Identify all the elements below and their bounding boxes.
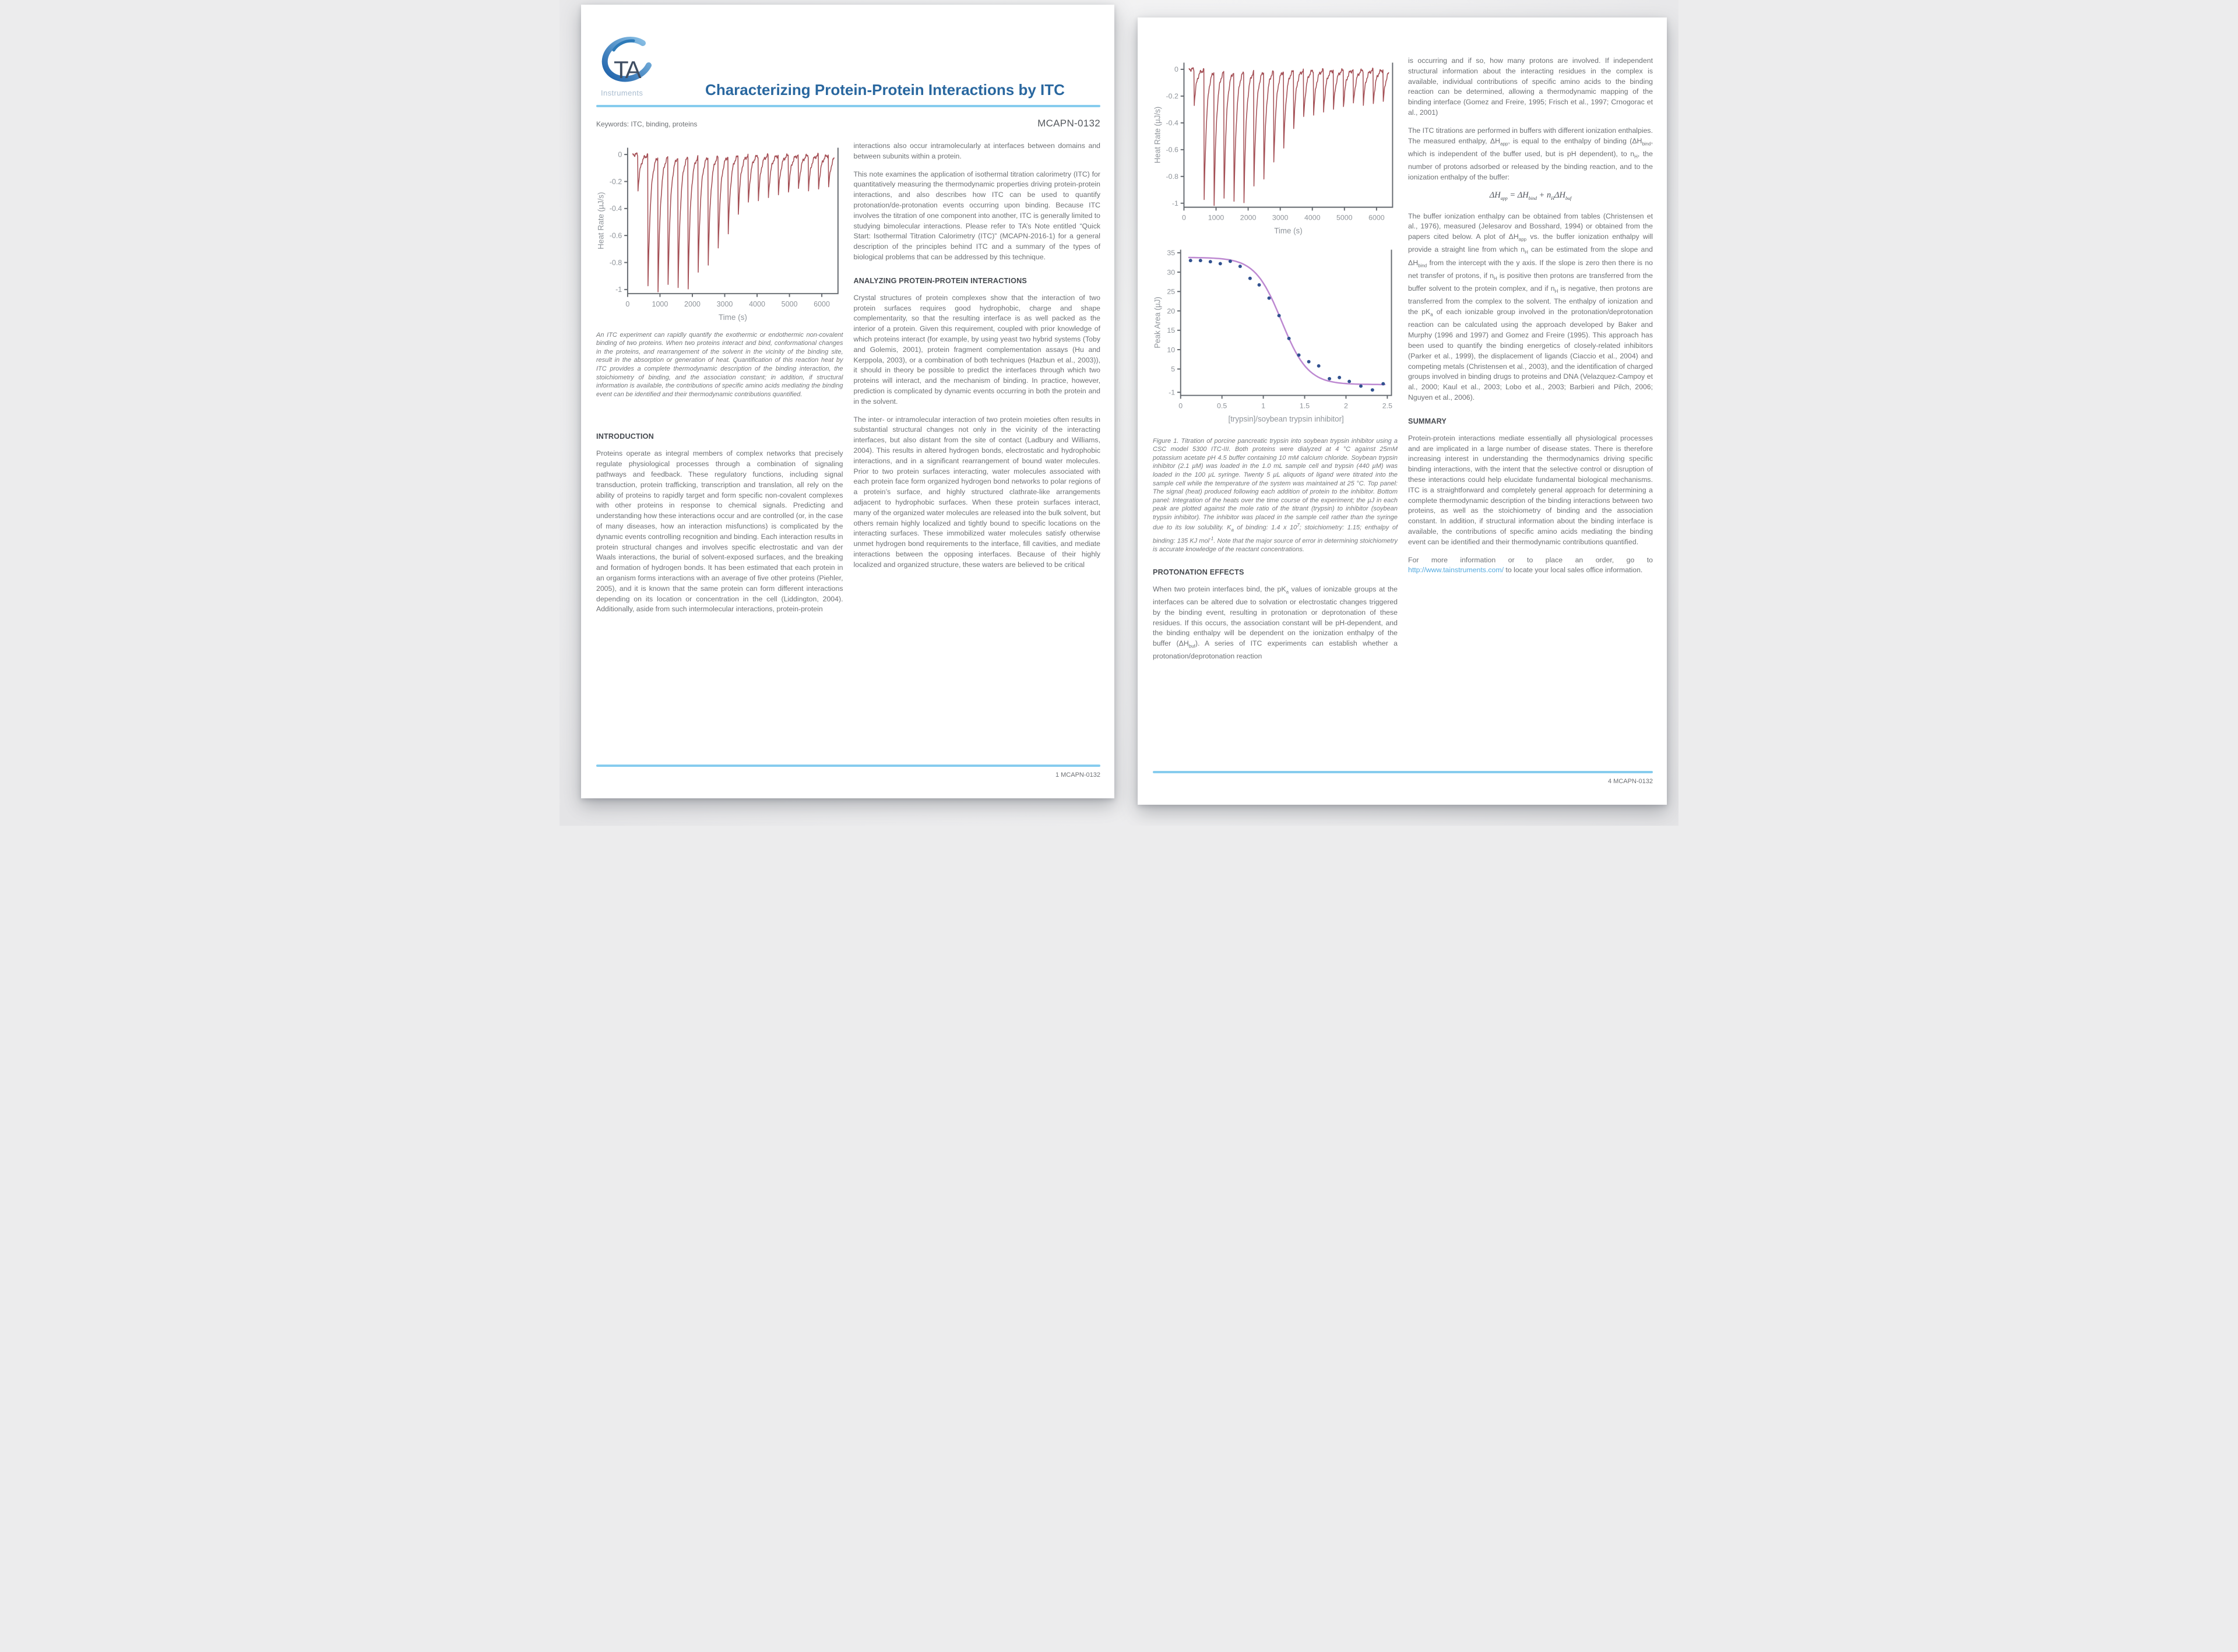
protonation-paragraph: When two protein interfaces bind, the $pK_a$ values of ionizable groups at the interfaces can be altered due to solvation or electrostatic changes triggered by the binding event, resulting in protonation or deprotonation of these residues. If this occurs, the association constant will be pH-dependent, and the binding enthalpy will be dependent on the ionization enthalpy of the buffer $(\Delta H_{buf})$. A series of ITC experiments can establish whether a protonation/deprotonation reaction <box>1153 584 1398 661</box>
page-1 <box>581 5 1114 798</box>
svg-text:0: 0 <box>1182 213 1186 222</box>
abstract-text: An ITC experiment can rapidly quantify the exothermic or endothermic non-covalent binding of two proteins. When two proteins interact and bind, conformational changes in the proteins, and rearrangement of the solvent in the vicinity of the binding site, result in the absorption or generation of heat. Quantification of this reaction heat by ITC provides a complete thermodynamic description of the binding interaction, the stoichiometry of binding, and the association constant; in addition, if structural information is available, the contributions of specific amino acids mediating the binding event can be identified and their thermodynamic contributions quantified. <box>596 331 843 398</box>
svg-text:-0.8: -0.8 <box>609 258 622 267</box>
svg-text:0: 0 <box>618 150 622 159</box>
svg-text:[trypsin]/soybean trypsin inhi: [trypsin]/soybean trypsin inhibitor] <box>1228 414 1344 424</box>
more-info-before: For more information or to place an order, go to <box>1408 555 1653 564</box>
header-rule <box>596 105 1100 107</box>
svg-text:3000: 3000 <box>716 300 733 308</box>
page1-number: 1 MCAPN-0132 <box>1055 772 1100 779</box>
page1-footer <box>596 765 1100 779</box>
page4-number: 4 MCAPN-0132 <box>1607 778 1653 785</box>
binding-isotherm-chart <box>1153 243 1398 432</box>
summary-paragraph: Protein-protein interactions mediate essentially all physiological processes and are implicated in a large number of disease states. There is therefore increasing interest in understanding the thermodynamics driving specific binding interactions, with the intent that the selective control or disruption of these interactions could help elucidate fundamental biological mechanisms. ITC is a straightforward and completely general approach for determining a complete thermodynamic description of the binding interactions between two proteins, as well as the stoichiometry of binding and the association constant. In addition, if structural information about the binding interface is available, the contributions of specific amino acids mediating the binding event can be identified and their thermodynamic contributions quantified. <box>1408 434 1653 546</box>
svg-text:3000: 3000 <box>1272 213 1289 222</box>
enthalpy-equation: $\Delta H_{app} = \Delta H_{bind} + n_H\Delta H_{buf}$ <box>1489 190 1572 201</box>
paragraph: This note examines the application of isothermal titration calorimetry (ITC) for quantitatively measuring the thermodynamic properties driving protein-protein interactions, and also describes how ITC can be used to quantify protonation/de-protonation events occurring upon binding. Because ITC involves the titration of one component into another, ITC is generally limited to studying bimolecular interactions. Please refer to TA’s Note entitled “Quick Start: Isothermal Titration Calorimetry (ITC)” (MCAPN-2016-1) for a general description of the principles behind ITC and a summary of the types of biological problems that can be addressed by this technique. <box>853 170 1100 261</box>
svg-text:1: 1 <box>1261 401 1266 410</box>
keywords-row <box>596 118 1100 129</box>
itc-thermogram-chart <box>596 141 843 326</box>
page4-footer-rule <box>1153 771 1653 773</box>
paragraph: The ITC titrations are performed in buffers with different ionization enthalpies. The measured enthalpy, $\Delta H_{app}$, is equal to the enthalpy of binding ($\Delta H_{bind}$, which is independent of the buffer used, but is pH dependent), to $n_H$, the number of protons adsorbed or released by the binding reaction, and to the ionization enthalpy of the buffer: <box>1408 126 1653 181</box>
page-title: Characterizing Protein-Protein Interactions by ITC <box>705 81 1065 98</box>
paragraph: is occurring and if so, how many protons are involved. If independent structural information about the interacting residues in the complex is available, individual contributions of specific amino acids to the binding reaction can be determined, allowing a thermodynamic mapping of the binding interface (Gomez and Freire, 1995; Frisch et al., 1997; Crnogorac et al., 2001) <box>1408 57 1653 117</box>
svg-text:-0.6: -0.6 <box>609 231 622 240</box>
document-stage <box>560 0 1678 826</box>
analyzing-heading: ANALYZING PROTEIN-PROTEIN INTERACTIONS <box>853 276 1027 285</box>
svg-text:Time (s): Time (s) <box>1274 226 1303 235</box>
svg-text:Heat Rate (µJ/s): Heat Rate (µJ/s) <box>1153 106 1162 164</box>
svg-text:2000: 2000 <box>684 300 701 308</box>
svg-text:6000: 6000 <box>814 300 830 308</box>
svg-text:2: 2 <box>1344 401 1348 410</box>
introduction-heading: INTRODUCTION <box>596 432 654 441</box>
logo-instruments-text: Instruments <box>601 89 643 97</box>
svg-text:-0.2: -0.2 <box>1166 92 1178 101</box>
more-info-paragraph <box>1408 555 1653 576</box>
itc-thermogram-chart <box>1153 56 1398 239</box>
tainstruments-link[interactable]: http://www.tainstruments.com/ <box>1408 566 1504 575</box>
paragraph: interactions also occur intramolecularly at interfaces between domains and between subunits within a protein. <box>853 142 1100 160</box>
page1-right-column <box>854 141 1101 622</box>
summary-heading: SUMMARY <box>1408 417 1447 425</box>
page4-columns <box>1153 56 1653 670</box>
svg-text:-1: -1 <box>615 286 622 294</box>
paragraph: The buffer ionization enthalpy can be obtained from tables (Christensen et al., 1976), measured (Jelesarov and Bosshard, 1994) or obtained from the papers cited below. A plot of $\Delta H_{app}$ vs. the buffer ionization enthalpy will provide a straight line from which $n_H$ can be estimated from the slope and $\Delta H_{bind}$ from the intercept with the y axis. If the slope is zero then there is no net transfer of protons, if $n_H$ is positive then protons are transferred from the buffer solvent to the protein complex, and if $n_H$ is negative, then protons are transferred from the complex to the solvent. The enthalpy of ionization and the $pK_a$ of each ionizable group involved in the protonation/deprotonation reaction can be calculated using the approach developed by Baker and Murphy (1996 and 1997) and Gomez and Freire (1995). This approach has been used to quantify the binding energetics of closely-related inhibitors (Parker et al., 1999), the displacement of ligands (Ciaccio et al., 2004) and competing metals (Christensen et al., 2003), and the identification of charged groups involved in binding drugs to proteins and DNA (Velazquez-Campoy et al., 2000; Kaul et al., 2003; Lobo et al., 2003; Barbieri and Pilch, 2006; Nguyen et al., 2006). <box>1408 212 1653 402</box>
more-info-after: to locate your local sales office information. <box>1504 566 1643 575</box>
svg-text:5000: 5000 <box>781 300 798 308</box>
page1-columns <box>596 141 1100 622</box>
keywords: Keywords: ITC, binding, proteins <box>596 120 698 128</box>
page-4 <box>1138 17 1667 805</box>
svg-text:1000: 1000 <box>1208 213 1224 222</box>
paragraph: The inter- or intramolecular interaction of two protein moieties often results in substantial structural changes not only in the vicinity of the interacting interfaces, but also distant from the site of contact (Ladbury and Williams, 2004). This results in altered hydrogen bonds, electrostatic and hydrophobic interactions, and in a significant rearrangement of bound water molecules. Prior to two protein surfaces interacting, water molecules associated with each protein face form organized hydrogen bond networks to polar regions of a protein’s surface, and highly structured clathrate-like arrangements adjacent to hydrophobic surfaces. When these protein surfaces interact, many of the organized water molecules are released into the bulk solvent, but others remain highly localized and tightly bound to specific locations on the interacting surfaces. These immobilized water molecules satisfy otherwise unmet hydrogen bond requirements to the interface, fill cavities, and mediate interactions between the opposing interfaces. Because of their highly localized and organized structure, these waters are believed to be critical <box>853 415 1100 569</box>
figure1-caption: Figure 1. Titration of porcine pancreatic trypsin into soybean trypsin inhibitor using a CSC model 5300 ITC-III. Both proteins were dialyzed at 4 °C against 25mM potassium acetate pH 4.5 buffer containing 10 mM calcium chloride. Soybean trypsin inhibitor (2.1 µM) was loaded in the 1.0 mL sample cell and trypsin (440 µM) was loaded in the 100 µL syringe. Twenty 5 µL aliquots of ligand were titrated into the sample cell while the temperature of the system was maintained at 25 °C. Top panel: The signal (heat) produced following each addition of protein to the inhibitor. Bottom panel: Integration of the heats over the time course of the experiment; the µJ in each peak are plotted against the mole ratio of the titrant (trypsin) to inhibitor (soybean trypsin inhibitor). The inhibitor was placed in the sample cell rather than the syringe due to its low solubility. $K_a$ of binding: 1.4 x $10^7$; stoichiometry: 1.15; enthalpy of binding: 135 KJ mol$^{-1}$. Note that the major source of error in determining stoichiometry is accurate knowledge of the reactant concentrations. <box>1153 437 1398 554</box>
logo-ta-text: TA <box>614 56 640 83</box>
svg-text:4000: 4000 <box>1304 213 1321 222</box>
svg-text:4000: 4000 <box>749 300 765 308</box>
page1-header <box>596 35 1100 105</box>
svg-text:1.5: 1.5 <box>1299 401 1310 410</box>
svg-text:0.5: 0.5 <box>1217 401 1227 410</box>
svg-text:2.5: 2.5 <box>1382 401 1393 410</box>
svg-text:5000: 5000 <box>1336 213 1353 222</box>
svg-text:0: 0 <box>625 300 630 308</box>
page1-footer-rule <box>596 765 1100 767</box>
svg-text:-0.8: -0.8 <box>1166 172 1178 181</box>
svg-text:-0.4: -0.4 <box>1166 119 1178 128</box>
svg-text:35: 35 <box>1167 249 1176 258</box>
svg-text:0: 0 <box>1178 401 1183 410</box>
svg-text:-0.4: -0.4 <box>609 205 622 213</box>
introduction-paragraph: Proteins operate as integral members of complex networks that precisely regulate physiological processes through a combination of signaling pathways and feedback. These regulatory functions, including signal transduction, protein trafficking, transcription and translation, all rely on the ability of proteins to rapidly target and form specific non-covalent complexes with other proteins in response to chemical signals. Predicting and understanding how these interactions occur and are controlled (or, in the case of many diseases, how an interaction misfunctions) is complicated by the dynamic events controlling recognition and binding. Each interaction results in protein structural changes and involves specific electrostatic and van der Waals interactions, the burial of solvent-exposed surfaces, and the breaking and formation of hydrogen bonds. It has been estimated that each protein in an organism forms interactions with an average of five other proteins (Piehler, 2005), and it is known that the same protein can form different interactions depending on its location or concentration in the cell (Liddington, 2004). Additionally, aside from such intermolecular interactions, protein-protein <box>596 449 843 614</box>
svg-text:10: 10 <box>1167 346 1176 354</box>
protonation-heading: PROTONATION EFFECTS <box>1153 568 1244 576</box>
svg-text:Time (s): Time (s) <box>718 313 747 322</box>
svg-text:6000: 6000 <box>1368 213 1385 222</box>
svg-text:Peak Area (µJ): Peak Area (µJ) <box>1153 297 1162 348</box>
svg-text:-1: -1 <box>1171 199 1178 208</box>
page4-left-column <box>1153 56 1398 670</box>
svg-text:Heat Rate (µJ/s): Heat Rate (µJ/s) <box>596 192 606 249</box>
svg-text:2000: 2000 <box>1240 213 1257 222</box>
paragraph: Crystal structures of protein complexes show that the interaction of two protein surfaces requires good hydrophobic, charge and shape complementarity, so that the resulting interface is as well packed as the interior of a protein. Given this requirement, coupled with prior knowledge of which proteins interact (for example, by using yeast two hybrid systems (Toby and Golemis, 2001), protein fragment complementation assays (Hu and Kerppola, 2003), or a combination of both techniques (Hazbun et al., 2003)), it should in theory be possible to predict the interfaces through which two proteins will interact, and the mechanism of binding. In practice, however, prediction is complicated by dynamic events occurring in both the protein and in the solvent. <box>853 293 1100 406</box>
svg-text:15: 15 <box>1167 326 1176 335</box>
svg-text:30: 30 <box>1167 268 1176 277</box>
page4-right-column <box>1408 56 1653 670</box>
doc-number: MCAPN-0132 <box>1037 118 1100 129</box>
svg-text:0: 0 <box>1174 65 1178 74</box>
svg-text:1000: 1000 <box>652 300 668 308</box>
svg-text:-1: -1 <box>1169 388 1176 397</box>
page1-left-column <box>596 141 843 622</box>
svg-text:25: 25 <box>1167 287 1176 296</box>
ta-instruments-logo <box>596 35 670 105</box>
svg-text:20: 20 <box>1167 307 1176 315</box>
svg-text:-0.2: -0.2 <box>609 177 622 186</box>
svg-text:-0.6: -0.6 <box>1166 146 1178 154</box>
page4-footer <box>1153 771 1653 785</box>
svg-text:5: 5 <box>1171 365 1176 374</box>
